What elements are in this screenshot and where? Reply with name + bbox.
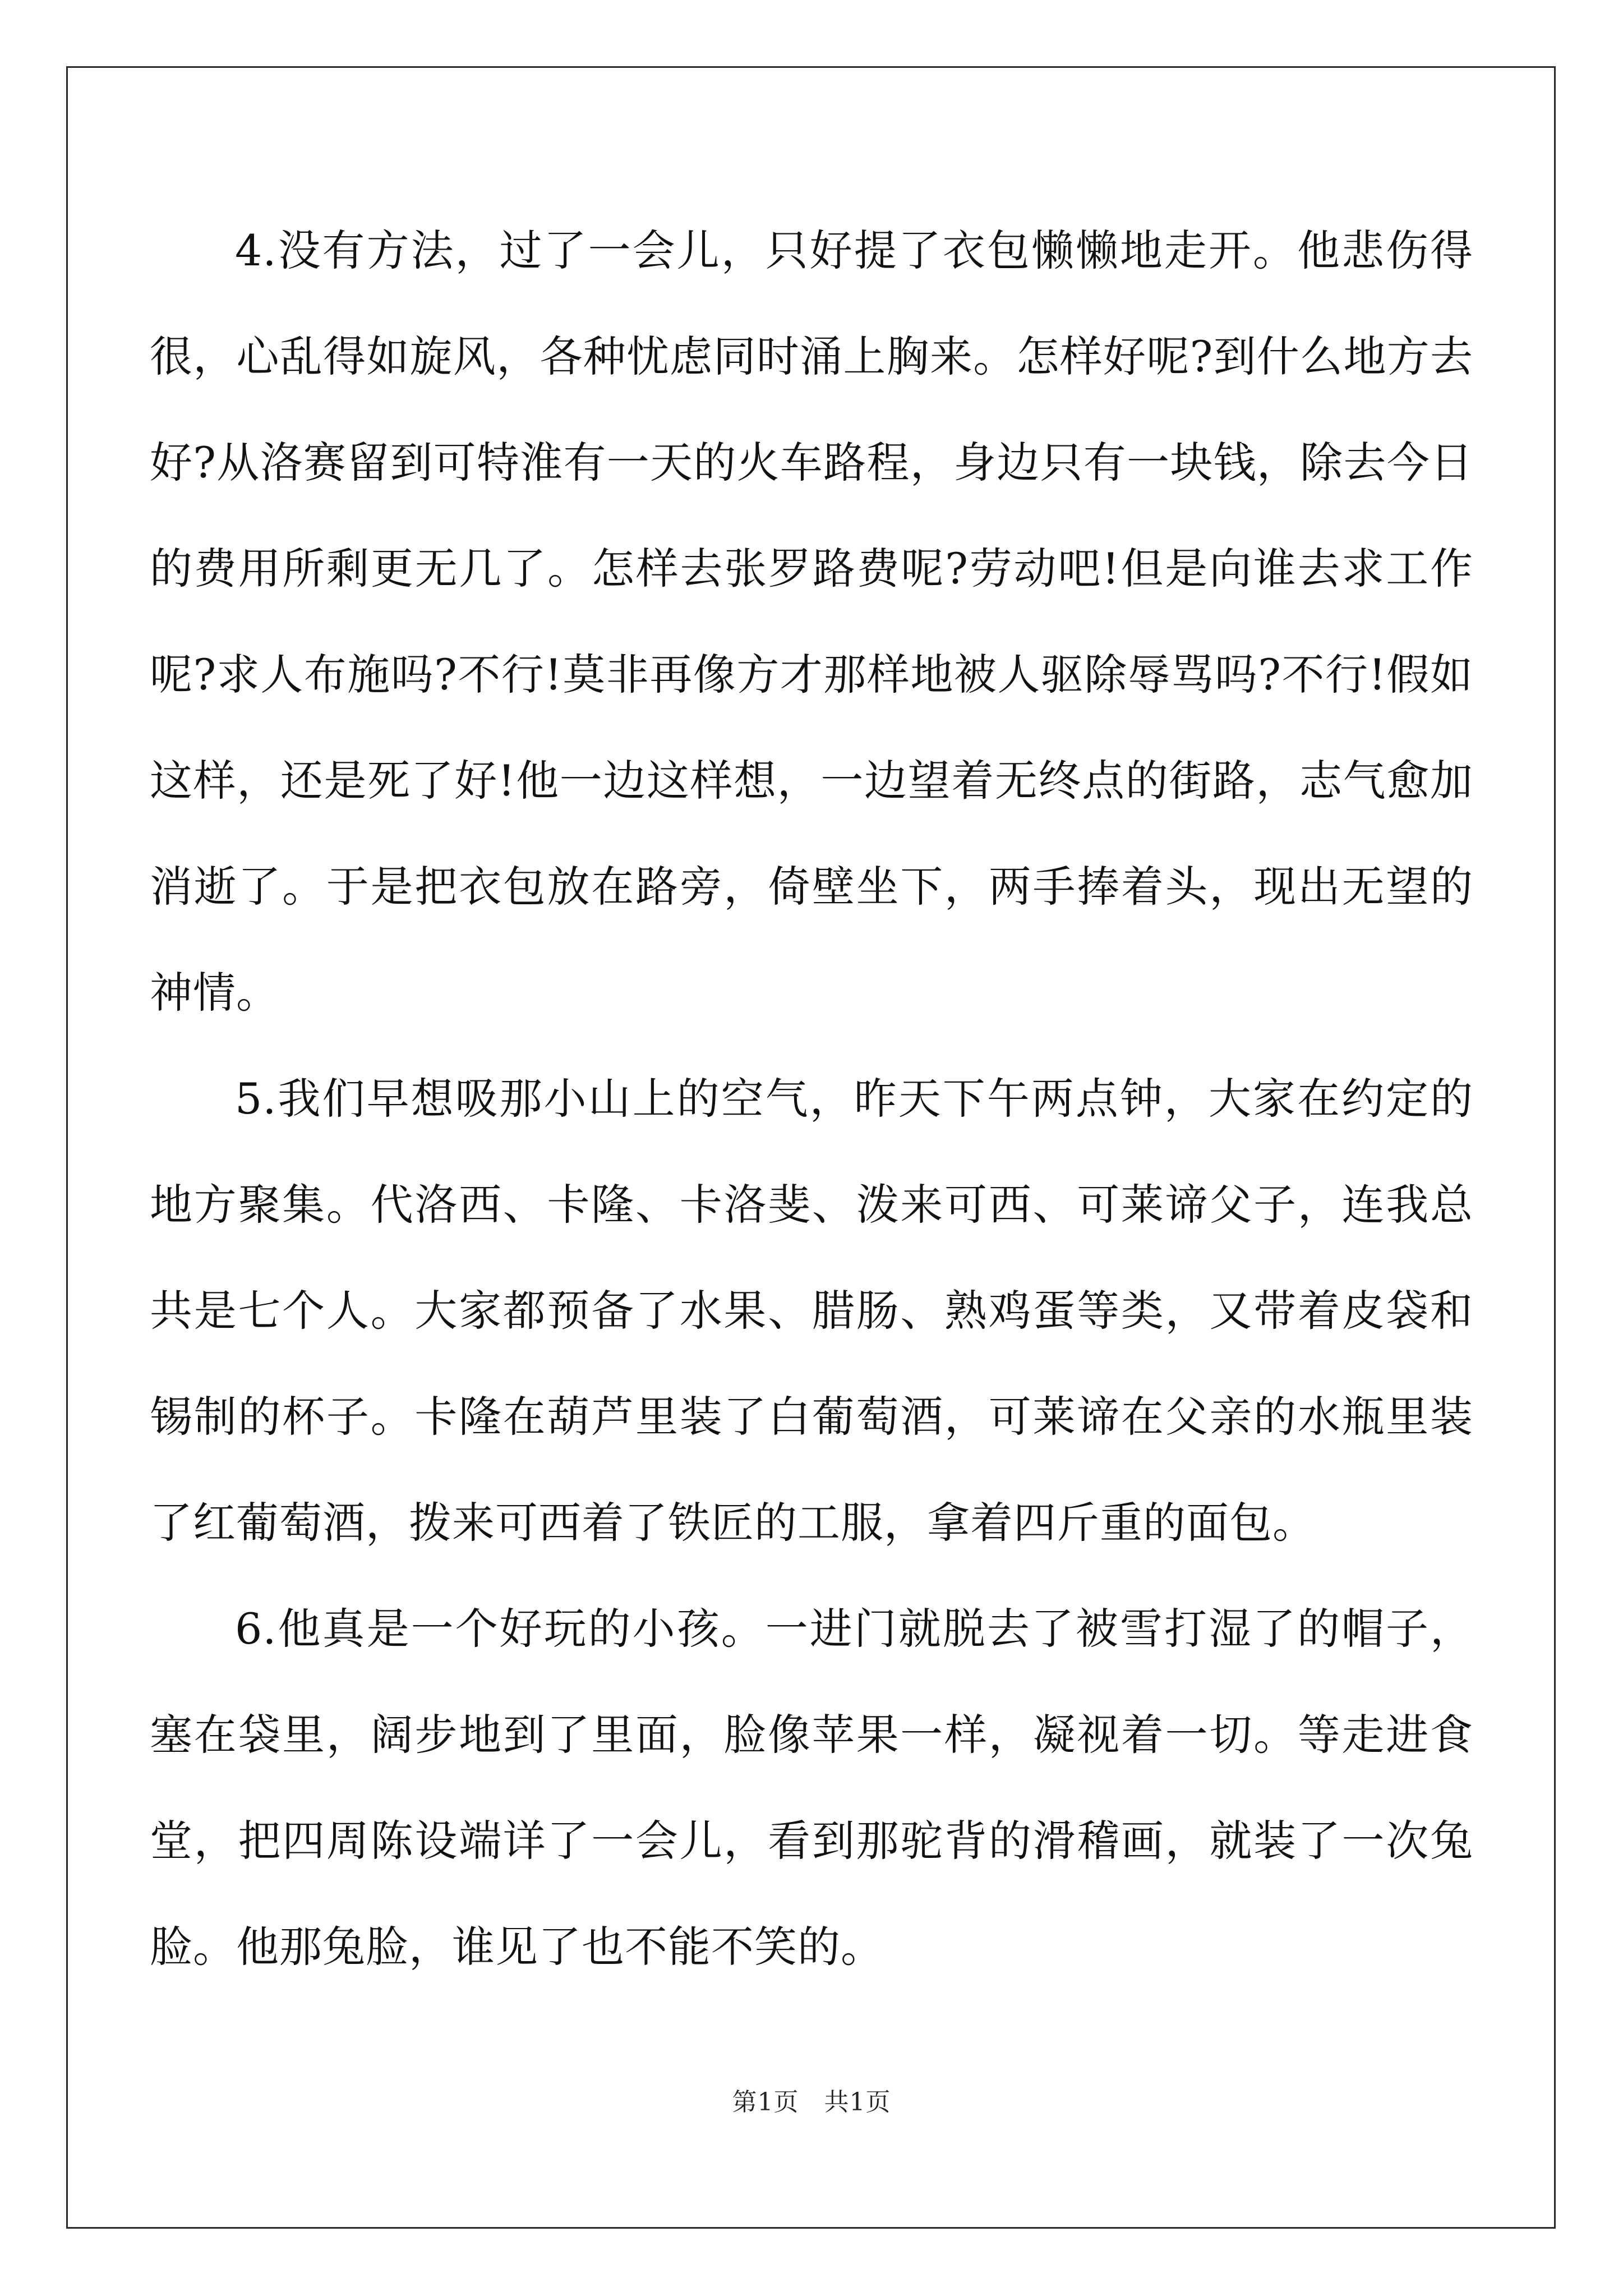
document-body xyxy=(150,197,1473,2000)
paragraph-4: 4.没有方法，过了一会儿，只好提了衣包懒懒地走开。他悲伤得很，心乱得如旋风，各种忧虑同时涌上胸来。怎样好呢?到什么地方去好?从洛赛留到可特淮有一天的火车路程，身边只有一块钱，除去今日的费用所剩更无几了。怎样去张罗路费呢?劳动吧!但是向谁去求工作呢?求人布施吗?不行!莫非再像方才那样地被人驱除辱骂吗?不行!假如这样，还是死了好!他一边这样想，一边望着无终点的街路，志气愈加消逝了。于是把衣包放在路旁，倚壁坐下，两手捧着头，现出无望的神情。 xyxy=(150,226,1473,1018)
page-footer: 第1页 共1页 xyxy=(732,2088,891,2116)
paragraph-5: 5.我们早想吸那小山上的空气，昨天下午两点钟，大家在约定的地方聚集。代洛西、卡隆、卡洛斐、泼来可西、可莱谛父子，连我总共是七个人。大家都预备了水果、腊肠、熟鸡蛋等类，又带着皮袋和锡制的杯子。卡隆在葫芦里装了白葡萄酒，可莱谛在父亲的水瓶里装了红葡萄酒，拨来可西着了铁匠的工服，拿着四斤重的面包。 xyxy=(150,1074,1473,1548)
paragraph-6: 6.他真是一个好玩的小孩。一进门就脱去了被雪打湿了的帽子，塞在袋里，阔步地到了里面，脸像苹果一样，凝视着一切。等走进食堂，把四周陈设端详了一会儿，看到那驼背的滑稽画，就装了一次兔脸。他那兔脸，谁见了也不能不笑的。 xyxy=(150,1604,1473,1972)
